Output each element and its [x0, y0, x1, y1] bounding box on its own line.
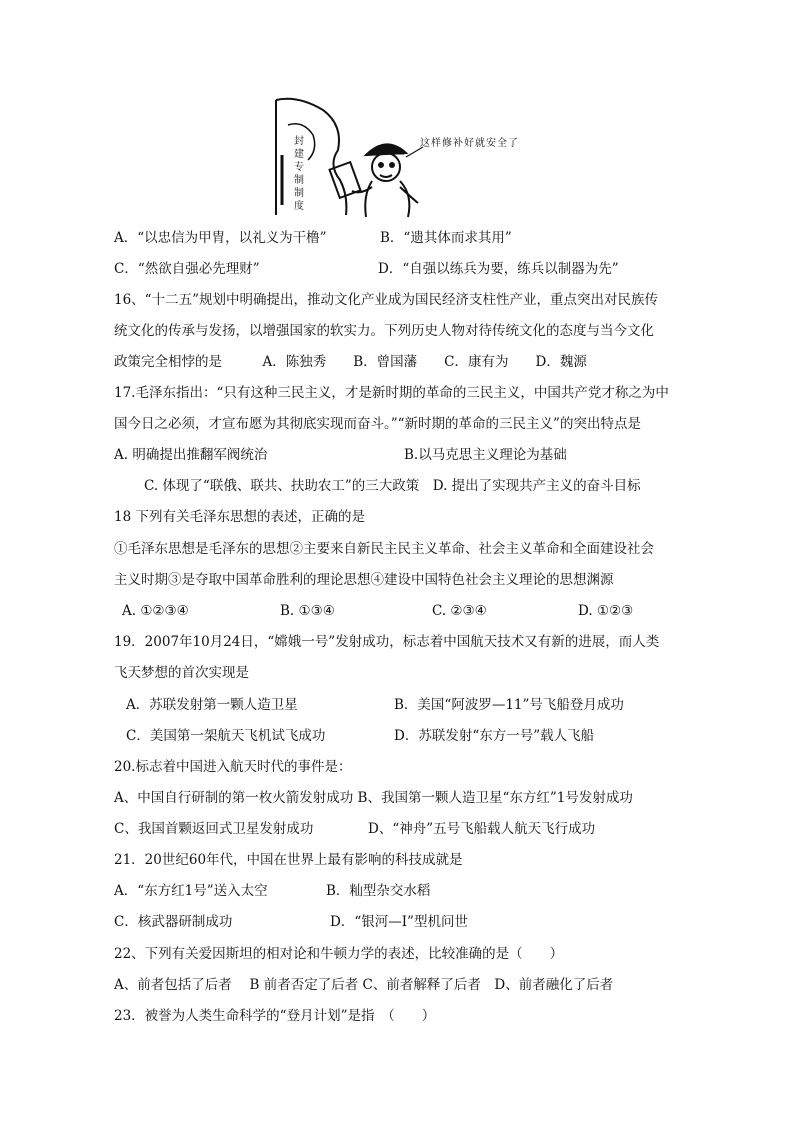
q17-option-b: B.以马克思主义理论为基础: [404, 447, 567, 463]
q15-option-a: A．“以忠信为甲胄，以礼义为干橹”: [114, 230, 327, 246]
q18-option-d: D. ①②③: [578, 603, 634, 619]
q16-line-2: 统文化的传承与发扬，以增强国家的软实力。下列历史人物对待传统文化的态度与当今文化: [114, 323, 654, 339]
q23-line-1: 23．被誉为人类生命科学的“登月计划”是指 （ ）: [114, 1008, 436, 1024]
q18-line-1: 18 下列有关毛泽东思想的表述，正确的是: [114, 509, 365, 525]
q15-option-b: B．“遗其体而求其用”: [380, 230, 512, 246]
q21-option-a: A．“东方红1号”送入太空: [114, 883, 268, 899]
q21-option-b: B．籼型杂交水稻: [326, 883, 431, 899]
cartoon-drawing: [268, 95, 528, 220]
q20-line-1: 20.标志着中国进入航天时代的事件是：: [114, 759, 352, 775]
q20-option-c: C、我国首颗返回式卫星发射成功: [114, 821, 314, 837]
q22-line-1: 22、下列有关爱因斯坦的相对论和牛顿力学的表述，比较准确的是（ ）: [114, 946, 564, 962]
q18-option-c: C. ②③④: [432, 603, 487, 619]
q20-option-d: D、“神舟”五号飞船载人航天飞行成功: [368, 821, 596, 837]
q19-option-b: B．美国“阿波罗—11”号飞船登月成功: [394, 697, 624, 713]
q22-options: A、前者包括了后者 B 前者否定了后者 C、前者解释了后者 D、前者融化了后者: [114, 977, 614, 993]
cartoon-illustration: [268, 95, 528, 220]
q18-line-2: ①毛泽东思想是毛泽东的思想②主要来自新民主民主义革命、社会主义革命和全面建设社会: [114, 541, 654, 557]
q16-line-3: 政策完全相悖的是 A．陈独秀 B．曾国藩 C．康有为 D．魏源: [114, 354, 587, 370]
q18-option-b: B. ①③④: [280, 603, 335, 619]
cartoon-speech-text: 这样修补好就安全了: [420, 138, 519, 149]
q16-line-1: 16、“十二五”规划中明确提出，推动文化产业成为国民经济支柱性产业，重点突出对民族传: [114, 292, 658, 308]
q19-line-1: 19．2007年10月24日，“嫦娥一号”发射成功，标志着中国航天技术又有新的进展，而人类: [114, 634, 660, 650]
q19-line-2: 飞天梦想的首次实现是: [114, 665, 249, 681]
q19-option-d: D．苏联发射“东方一号”载人飞船: [394, 728, 595, 744]
q15-option-d: D．“自强以练兵为要，练兵以制器为先”: [378, 261, 619, 277]
q21-line-1: 21．20世纪60年代，中国在世界上最有影响的科技成就是: [114, 852, 463, 868]
q21-option-c: C．核武器研制成功: [114, 914, 233, 930]
q18-option-a: A. ①②③④: [122, 603, 189, 619]
q18-line-3: 主义时期③是夺取中国革命胜利的理论思想④建设中国特色社会主义理论的思想渊源: [114, 572, 614, 588]
q17-line-2: 国今日之必须，才宣布愿为其彻底实现而奋斗。”“新时期的革命的三民主义”的突出特点是: [114, 416, 641, 432]
cartoon-wall-label: 封建专制制度: [294, 136, 304, 212]
q19-option-a: A．苏联发射第一颗人造卫星: [126, 697, 298, 713]
q17-line-1: 17.毛泽东指出：“只有这种三民主义，才是新时期的革命的三民主义，中国共产党才称之为中: [114, 385, 669, 401]
q19-option-c: C．美国第一架航天飞机试飞成功: [126, 728, 326, 744]
q15-option-c: C．“然欲自强必先理财”: [114, 261, 260, 277]
q17-option-a: A. 明确提出推翻军阀统治: [114, 447, 268, 463]
q20-option-ab: A、中国自行研制的第一枚火箭发射成功 B、我国第一颗人造卫星“东方红”1号发射成功: [114, 790, 633, 806]
q17-option-cd: C. 体现了“联俄、联共、扶助农工”的三大政策 D. 提出了实现共产主义的奋斗目标: [144, 478, 641, 494]
q21-option-d: D．“银河—I”型机问世: [330, 914, 468, 930]
